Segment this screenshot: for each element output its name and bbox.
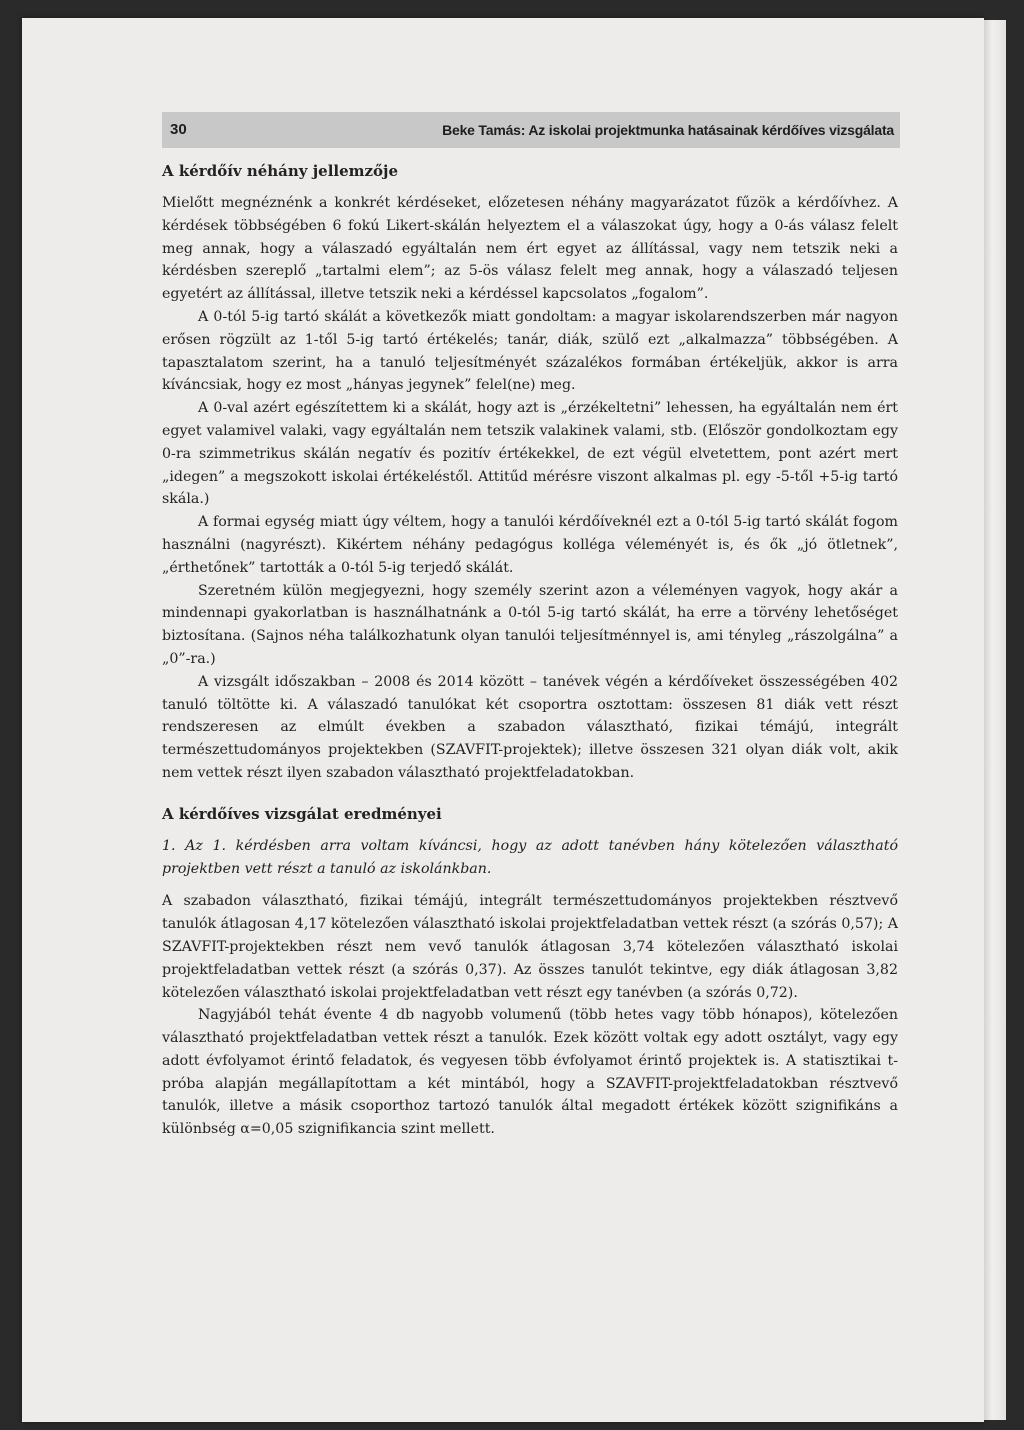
section-heading-results: A kérdőíves vizsgálat eredményei: [162, 804, 442, 823]
paragraph: A szabadon választható, fizikai témájú, integrált természettudományos projektekben résztvevő tanulók átlagosan 4,17 kötelezően választható iskolai projektfeladatban vettek részt (a szórás 0,57); A SZAVFIT-projektekben részt nem vevő tanulók átlagosan 3,74 kötelezően választható iskolai projektfeladatban vettek részt (a szórás 0,37). Az összes tanulót tekintve, egy diák átlagosan 3,82 kötelezően választható iskolai projektfeladatban vett részt egy tanévben (a szórás 0,72).: [162, 893, 898, 1001]
paragraph: A 0-tól 5-ig tartó skálát a következők miatt gondoltam: a magyar iskolarendszerben már nagyon erősen rögzült az 1-től 5-ig tartó értékelés; tanár, diák, szülő ezt „alkalmazza” többségében. A tapasztalatom szerint, ha a tanuló teljesítményét százalékos formában értékeljük, akkor is arra kíváncsiak, hogy ez most „hányas jegynek” felel(ne) meg.: [162, 308, 898, 394]
running-title: Beke Tamás: Az iskolai projektmunka hatásainak kérdőíves vizsgálata: [442, 122, 894, 138]
paragraph: A formai egység miatt úgy véltem, hogy a tanulói kérdőíveknél ezt a 0-tól 5-ig tartó skálát fogom használni (nagyrészt). Kikértem néhány pedagógus kolléga véleményét is, és ők „jó ötletnek”, „érthetőnek” tartották a 0-tól 5-ig terjedő skálát.: [162, 514, 898, 576]
running-header: [162, 112, 900, 148]
paragraph: A vizsgált időszakban – 2008 és 2014 között – tanévek végén a kérdőíveket összességében 402 tanuló töltötte ki. A válaszadó tanulókat két csoportra osztottam: összesen 81 diák vett részt rendszeresen az elmúlt években a szabadon választható, fizikai témájú, integrált természettudományos projektekben (SZAVFIT-projektek); illetve összesen 321 olyan diák volt, akik nem vettek részt ilyen szabadon választható projektfeladatokban.: [162, 673, 898, 781]
page-edge: [984, 20, 1006, 1420]
section-heading-characteristics: A kérdőív néhány jellemzője: [162, 162, 399, 180]
page-body: [162, 160, 898, 1141]
paragraph: Nagyjából tehát évente 4 db nagyobb volumenű (több hetes vagy több hónapos), kötelezően választható projektfeladatban vettek részt a tanulók. Ezek között voltak egy adott osztályt, vagy egy adott évfolyamot érintő feladatok, és vegyesen több évfolyamot érintő projektek is. A statisztikai t-próba alapján megállapítottam a két mintából, hogy a SZAVFIT-projektfeladatokban résztvevő tanulók, illetve a másik csoporthoz tartozó tanulók által megadott értékek között szignifikáns a különbség α=0,05 szignifikancia szint mellett.: [162, 1007, 898, 1138]
page-number: 30: [170, 121, 187, 138]
paragraph: Mielőtt megnéznénk a konkrét kérdéseket, előzetesen néhány magyarázatot fűzök a kérdőívhez. A kérdések többségében 6 fokú Likert-skálán helyeztem el a válaszokat úgy, hogy a 0-ás válasz felelt meg annak, hogy a válaszadó egyáltalán nem ért egyet az állítással, vagy nem tetszik neki a kérdésben szereplő „tartalmi elem”; az 5-ös válasz felelt meg annak, hogy a válaszadó teljesen egyetért az állítással, illetve tetszik neki a kérdéssel kapcsolatos „fogalom”.: [162, 195, 898, 303]
paragraph: A 0-val azért egészítettem ki a skálát, hogy azt is „érzékeltetni” lehessen, ha egyáltalán nem ért egyet valamivel valaki, vagy egyáltalán nem tetszik valakinek valami, stb. (Először gondolkoztam egy 0-ra szimmetrikus skálán negatív és pozitív értékekkel, de ezt végül elvetettem, pont azért mert „idegen” a megszokott iskolai értékeléstől. Attitűd mérésre viszont alkalmas pl. egy -5-től +5-ig tartó skála.): [162, 400, 898, 508]
question-text: 1. Az 1. kérdésben arra voltam kíváncsi, hogy az adott tanévben hány kötelezően választható projektben vett részt a tanuló az iskolánkban.: [162, 837, 898, 877]
paragraph: Szeretném külön megjegyezni, hogy személy szerint azon a véleményen vagyok, hogy akár a mindennapi gyakorlatban is használhatnánk a 0-tól 5-ig tartó skálát, ha erre a törvény lehetőséget biztosítana. (Sajnos néha találkozhatunk olyan tanulói teljesítménnyel is, ami tényleg „rászolgálna” a „0”-ra.): [162, 582, 898, 667]
